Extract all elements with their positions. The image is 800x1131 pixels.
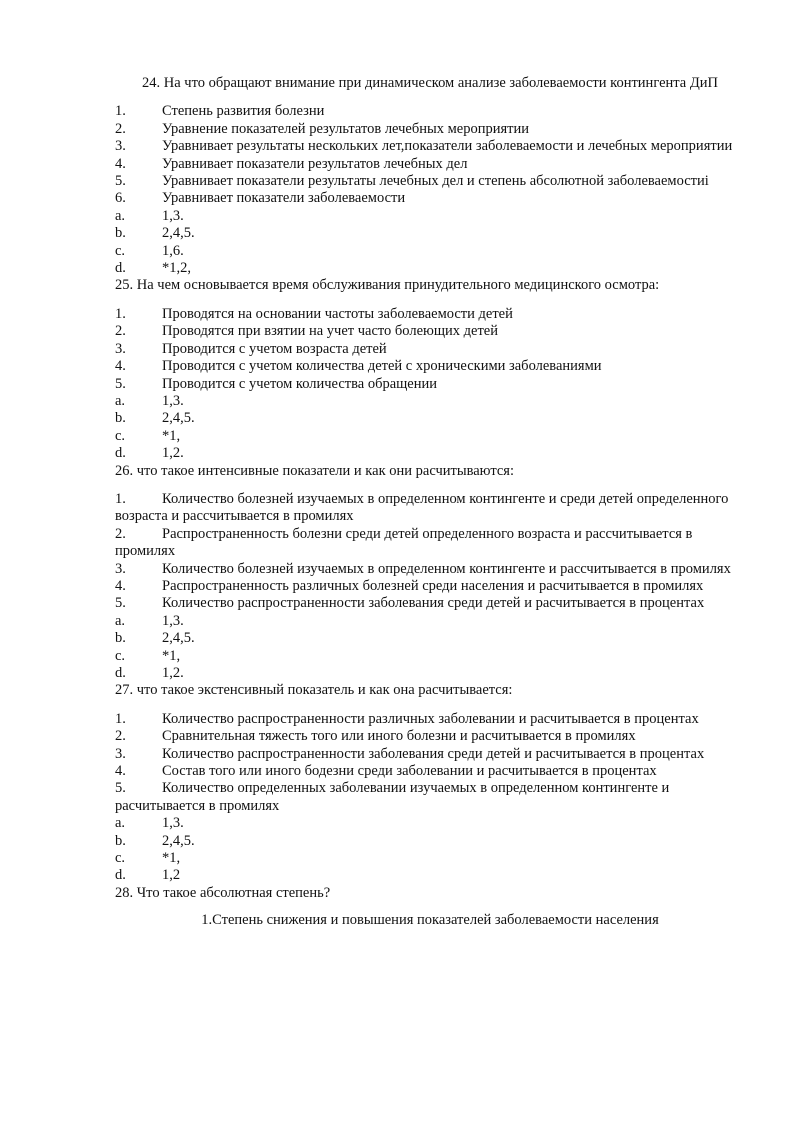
answer-option: c. *1, — [115, 647, 181, 664]
answer-option: c. *1, — [115, 427, 181, 444]
answer-option: d. 1,2 — [115, 867, 181, 884]
list-item: 4. Проводится с учетом количества детей с хроническими заболеваниями — [115, 358, 602, 375]
list-item: 1. Количество распространенности различных заболевании и расчитывается в процентах — [115, 710, 699, 727]
answer-option: c. *1, — [115, 850, 181, 867]
answer-option: a. 1,3. — [115, 392, 184, 409]
list-item: 2. Сравнительная тяжесть того или иного болезни и расчитывается в промилях — [115, 728, 636, 745]
list-item: 4. Уравнивает показатели результатов лечебных дел — [115, 155, 468, 172]
list-item: 2. Уравнение показателей результатов лечебных мероприятии — [115, 120, 530, 137]
question-title: 26. что такое интенсивные показатели и как они расчитываются: — [115, 462, 514, 479]
list-item: 1.Степень снижения и повышения показателей заболеваемости населения — [201, 912, 659, 929]
list-item: 6. Уравнивает показатели заболеваемости — [115, 190, 406, 207]
answer-option: b. 2,4,5. — [115, 225, 195, 242]
question-title: 28. Что такое абсолютная степень? — [115, 884, 331, 901]
list-item: 2. Распространенность болезни среди детей определенного возраста и рассчитывается в промилях — [115, 525, 693, 560]
answer-option: c. 1,6. — [115, 242, 184, 259]
question-28 — [115, 885, 745, 930]
list-item: 5. Количество определенных заболевании изучаемых в определенном контингенте и расчитывается в промилях — [115, 780, 670, 814]
list-item: 3. Уравнивает результаты нескольких лет,показатели заболеваемости и лечебных мероприятии — [115, 138, 733, 155]
answer-option: a. 1,3. — [115, 207, 184, 224]
list-item: 1. Количество болезней изучаемых в определенном контингенте и среди детей определенного возраста и рассчитывается в промилях — [115, 490, 729, 525]
list-item: 5. Уравнивает показатели результаты лечебных дел и степень абсолютной заболеваемостиі — [115, 173, 709, 190]
question-title: 24. На что обращают внимание при динамическом анализе заболеваемости контингента ДиП — [142, 75, 718, 91]
question-27 — [115, 682, 745, 884]
list-item: 5. Проводится с учетом количества обращении — [115, 375, 438, 392]
answer-option: d. 1,2. — [115, 445, 184, 462]
list-item: 3. Количество болезней изучаемых в определенном контингенте и рассчитывается в промилях — [115, 560, 731, 577]
question-25 — [115, 277, 745, 462]
answer-option: d. 1,2. — [115, 665, 184, 681]
question-24 — [115, 75, 745, 277]
list-item: 1. Степень развития болезни — [115, 103, 325, 120]
question-26 — [115, 463, 745, 683]
question-title: 27. что такое экстенсивный показатель и как она расчитывается: — [115, 682, 513, 699]
document-page — [115, 75, 745, 944]
answer-option: a. 1,3. — [115, 815, 184, 832]
list-item: 4. Состав того или иного бодезни среди заболевании и расчитывается в процентах — [115, 763, 657, 780]
list-item: 3. Проводится с учетом возраста детей — [115, 340, 387, 357]
answer-option: a. 1,3. — [115, 612, 184, 629]
list-item: 2. Проводятся при взятии на учет часто болеющих детей — [115, 323, 498, 340]
answer-option: b. 2,4,5. — [115, 832, 195, 849]
question-title: 25. На чем основывается время обслуживания принудительного медицинского осмотра: — [115, 277, 660, 294]
list-item: 3. Количество распространенности заболевания среди детей и расчитывается в процентах — [115, 745, 705, 762]
answer-option: b. 2,4,5. — [115, 410, 195, 427]
list-item: 5. Количество распространенности заболевания среди детей и расчитывается в процентах — [115, 595, 705, 612]
answer-option: d. *1,2, — [115, 260, 191, 277]
answer-option: b. 2,4,5. — [115, 630, 195, 647]
list-item: 4. Распространенность различных болезней среди населения и расчитывается в промилях — [115, 577, 704, 594]
list-item: 1. Проводятся на основании частоты заболеваемости детей — [115, 305, 513, 322]
